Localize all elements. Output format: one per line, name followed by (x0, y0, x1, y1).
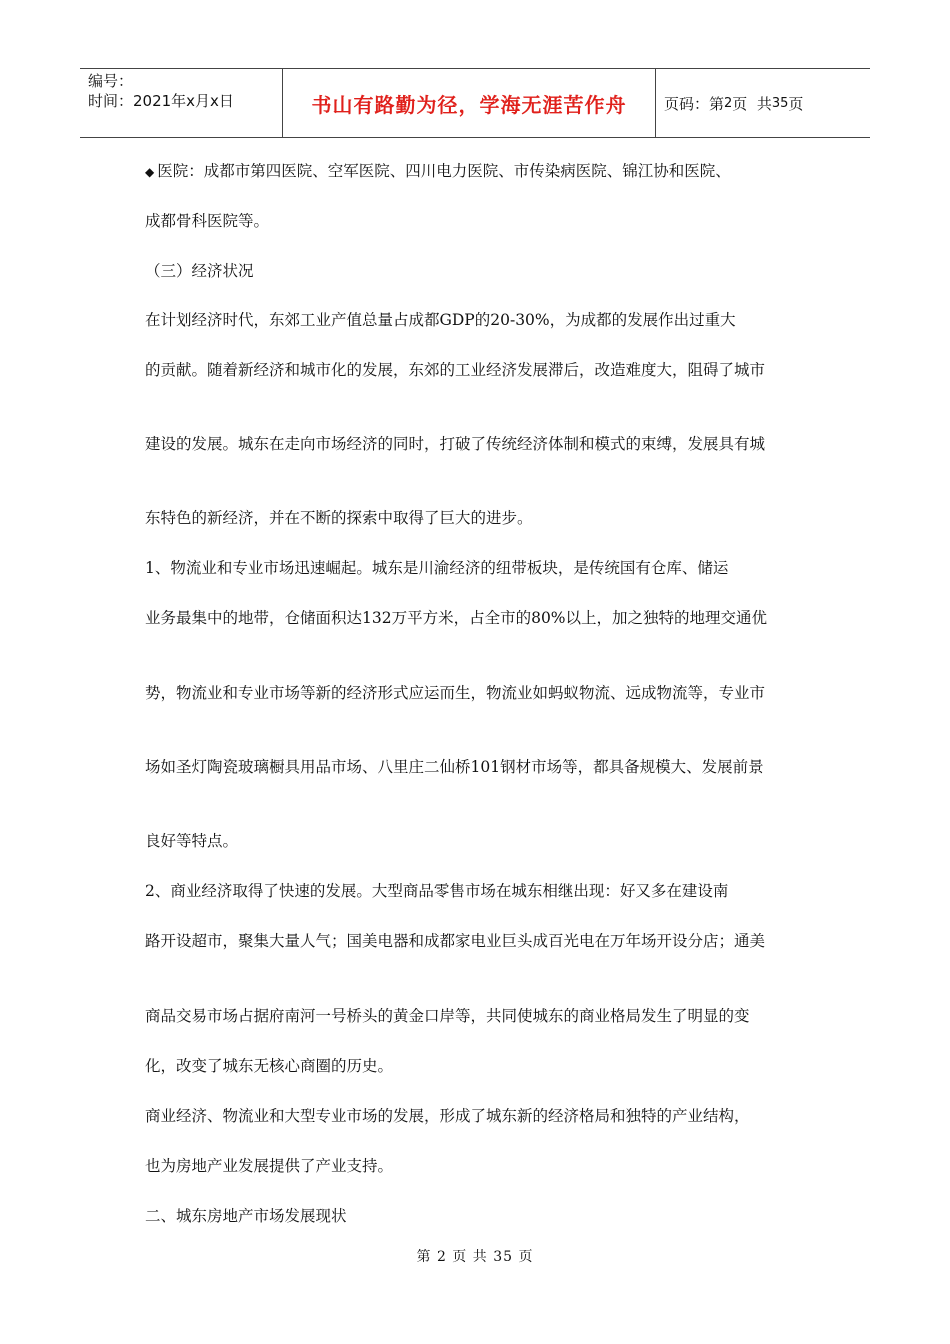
paragraph: 建设的发展。城东在走向市场经济的同时，打破了传统经济体制和模式的束缚，发展具有城 (145, 435, 766, 453)
paragraph: 路开设超市，聚集大量人气；国美电器和成都家电业巨头成百光电在万年场开设分店；通美 (145, 932, 766, 950)
page-current: 2 (724, 95, 733, 111)
paragraph: 商品交易市场占据府南河一号桥头的黄金口岸等，共同使城东的商业格局发生了明显的变 (145, 1007, 750, 1025)
header-page-info (656, 69, 870, 137)
paragraph: 势，物流业和专业市场等新的经济形式应运而生，物流业如蚂蚁物流、远成物流等，专业市 (145, 684, 766, 702)
page-header (80, 68, 870, 138)
paragraph: 商业经济、物流业和大型专业市场的发展，形成了城东新的经济格局和独特的产业结构， (145, 1107, 750, 1125)
paragraph: 在计划经济时代，东郊工业产值总量占成都GDP的20-30%，为成都的发展作出过重大 (145, 311, 736, 329)
motto-text: 书山有路勤为径，学海无涯苦作舟 (311, 92, 627, 117)
header-motto-cell (282, 69, 656, 137)
page-suffix: 页 (788, 94, 804, 113)
paragraph: 化，改变了城东无核心商圈的历史。 (145, 1057, 394, 1075)
diamond-bullet-icon: ◆ (145, 165, 155, 179)
paragraph: 场如圣灯陶瓷玻璃橱具用品市场、八里庄二仙桥101钢材市场等，都具备规模大、发展前景 (145, 758, 764, 776)
paragraph: 业务最集中的地带，仓储面积达132万平方米，占全市的80%以上，加之独特的地理交通优 (145, 609, 768, 627)
paragraph: 的贡献。随着新经济和城市化的发展，东郊的工业经济发展滞后，改造难度大，阻碍了城市 (145, 361, 766, 379)
header-meta (80, 69, 282, 137)
hospital-line (145, 158, 810, 185)
paragraph: 也为房地产业发展提供了产业支持。 (145, 1157, 394, 1175)
section-heading: （三）经济状况 (145, 262, 254, 280)
paragraph: 2、商业经济取得了快速的发展。大型商品零售市场在城东相继出现：好又多在建设南 (145, 882, 729, 900)
page-mid: 页 共 (732, 94, 772, 113)
paragraph-text: 医院：成都市第四医院、空军医院、四川电力医院、市传染病医院、锦江协和医院、 (157, 162, 731, 180)
page-total: 35 (771, 95, 789, 111)
paragraph: 良好等特点。 (145, 832, 239, 850)
section-heading: 二、城东房地产市场发展现状 (145, 1207, 347, 1225)
paragraph: 东特色的新经济，并在不断的探索中取得了巨大的进步。 (145, 509, 533, 527)
paragraph: 成都骨科医院等。 (145, 212, 270, 230)
date-label: 时间：2021年x月x日 (88, 92, 234, 110)
page-prefix: 页码：第 (664, 94, 725, 113)
page-footer: 第 2 页 共 35 页 (416, 1249, 534, 1265)
number-label: 编号： (88, 72, 134, 90)
paragraph: 1、物流业和专业市场迅速崛起。城东是川渝经济的纽带板块，是传统国有仓库、储运 (145, 559, 729, 577)
